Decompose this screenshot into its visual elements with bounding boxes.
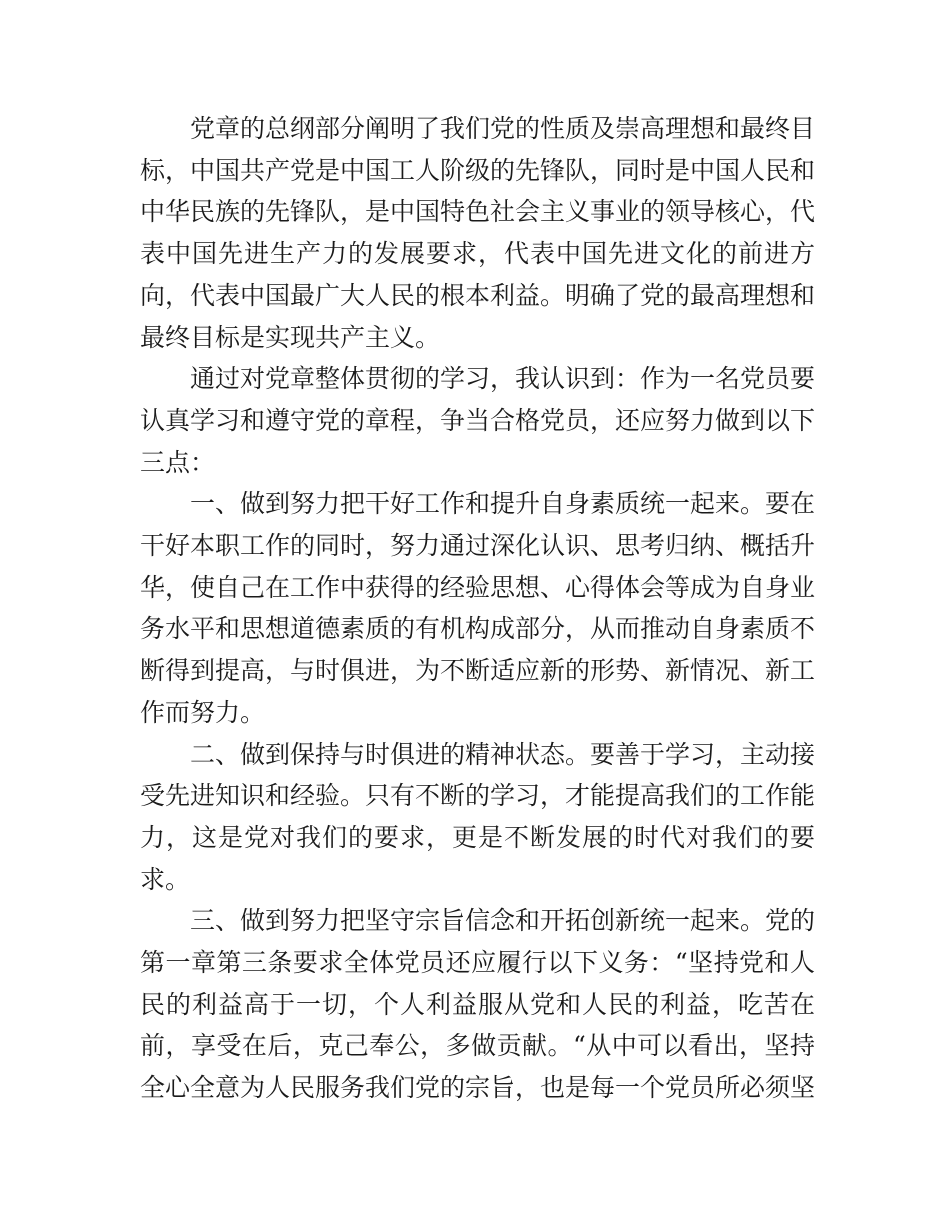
paragraph-2: 通过对党章整体贯彻的学习，我认识到：作为一名党员要认真学习和遵守党的章程，争当合格党员，还应努力做到以下三点：: [140, 364, 816, 477]
paragraph-1: 党章的总纲部分阐明了我们党的性质及崇高理想和最终目标，中国共产党是中国工人阶级的先锋队，同时是中国人民和中华民族的先锋队，是中国特色社会主义事业的领导核心，代表中国先进生产力的发展要求，代表中国先进文化的前进方向，代表中国最广大人民的根本利益。明确了党的最高理想和最终目标是实现共产主义。: [140, 114, 816, 352]
paragraph-4: 二、做到保持与时俱进的精神状态。要善于学习，主动接受先进知识和经验。只有不断的学习，才能提高我们的工作能力，这是党对我们的要求，更是不断发展的时代对我们的要求。: [140, 739, 816, 894]
body-text: [140, 108, 815, 1109]
paragraph-3: 一、做到努力把干好工作和提升自身素质统一起来。要在干好本职工作的同时，努力通过深化认识、思考归纳、概括升华，使自己在工作中获得的经验思想、心得体会等成为自身业务水平和思想道德素质的有机构成部分，从而推动自身素质不断得到提高，与时俱进，为不断适应新的形势、新情况、新工作而努力。: [140, 489, 816, 727]
paragraph-5: 三、做到努力把坚守宗旨信念和开拓创新统一起来。党的第一章第三条要求全体党员还应履行以下义务：“坚持党和人民的利益高于一切，个人利益服从党和人民的利益，吃苦在前，享受在后，克己奉公，多做贡献。“从中可以看出，坚持全心全意为人民服务我们党的宗旨，也是每一个党员所必须坚: [140, 906, 816, 1103]
